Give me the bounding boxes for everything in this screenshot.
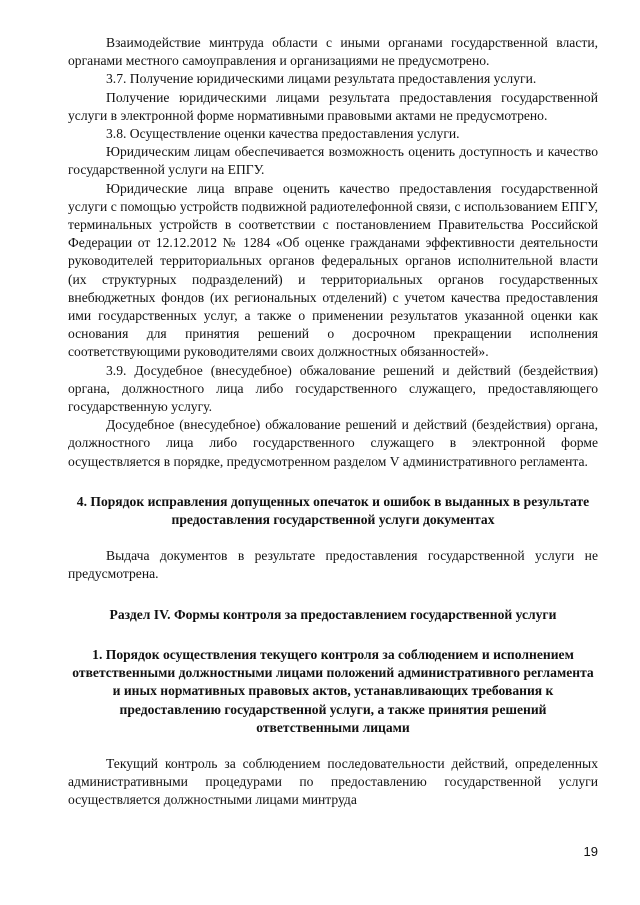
spacer [68, 529, 598, 547]
subsection-3-8: 3.8. Осуществление оценки качества предоставления услуги. [106, 126, 460, 142]
spacer [68, 471, 598, 493]
spacer [68, 624, 598, 646]
heading-control-1: 1. Порядок осуществления текущего контроля за соблюдением и исполнением ответственными должностными лицами положений административного регламента и иных нормативных правовых актов, устанавливающих требования к предоставлению государственной услуги, а также принятия решений ответственными лицами [72, 646, 594, 735]
subsection-3-9: 3.9. Досудебное (внесудебное) обжалование решений и действий (бездействия) органа, должностного лица либо государственного служащего, предоставляющего государственную услугу. [68, 362, 598, 415]
paragraph: Юридическим лицам обеспечивается возможность оценить доступность и качество государственной услуги на ЕПГУ. [68, 144, 598, 178]
paragraph: Взаимодействие минтруда области с иными органами государственной власти, органами местного самоуправления и организациями не предусмотрено. [68, 35, 598, 69]
subsection-3-7: 3.7. Получение юридическими лицами результата предоставления услуги. [106, 71, 537, 87]
section-iv-heading: Раздел IV. Формы контроля за предоставлением государственной услуги [109, 606, 557, 622]
paragraph: Досудебное (внесудебное) обжалование решений и действий (бездействия) органа, должностного лица либо государственного служащего в электронной форме осуществляется в порядке, предусмотренном разделом V административного регламента. [68, 417, 598, 469]
heading-section-4: 4. Порядок исправления допущенных опечаток и ошибок в выданных в результате предоставления государственной услуги документах [76, 493, 590, 528]
spacer [68, 737, 598, 755]
document-page [68, 34, 598, 810]
paragraph: Выдача документов в результате предоставления государственной услуги не предусмотрена. [68, 548, 598, 582]
paragraph: Получение юридическими лицами результата предоставления государственной услуги в электронной форме нормативными правовыми актами не предусмотрено. [68, 89, 598, 123]
page-number: 19 [583, 844, 598, 859]
spacer [68, 584, 598, 606]
paragraph: Юридические лица вправе оценить качество предоставления государственной услуги с помощью устройств подвижной радиотелефонной связи, с использованием ЕПГУ, терминальных устройств в соответствии с постановлением Правительства Российской Федерации от 12.12.2012 № 1284 «Об оценке гражданами эффективности деятельности руководителей территориальных органов федеральных органов исполнительной власти (их структурных подразделений) и территориальных органов государственных внебюджетных фондов (их региональных отделений) с учетом качества предоставления ими государственных услуг, а также о применении результатов указанной оценки как основания для принятия решений о досрочном прекращении исполнения соответствующими руководителями своих должностных обязанностей». [68, 180, 598, 360]
paragraph: Текущий контроль за соблюдением последовательности действий, определенных административными процедурами по предоставлению государственной услуги осуществляется должностными лицами минтруда [68, 755, 598, 808]
